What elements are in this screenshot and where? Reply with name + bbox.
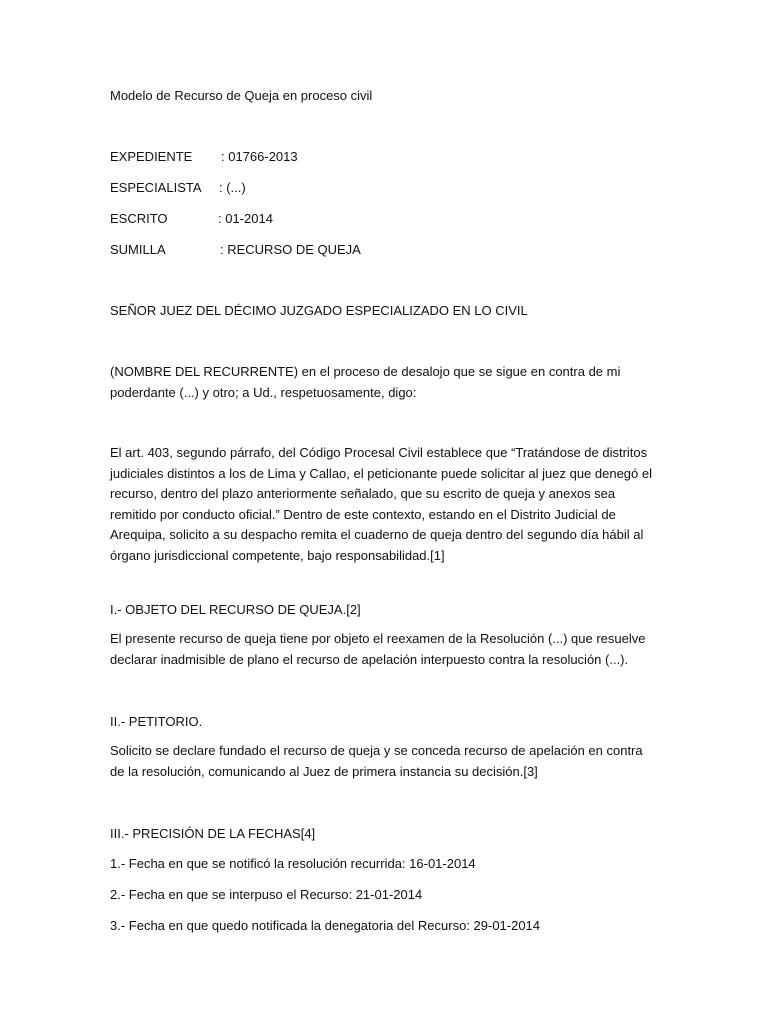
field-label: ESCRITO (110, 211, 168, 226)
section-heading-petitorio: II.- PETITORIO. (110, 714, 203, 729)
section-body-objeto: El presente recurso de queja tiene por objeto el reexamen de la Resolución (...) que resuelve declarar inadmisible de plano el recurso de apelación interpuesto contra la resolución (...). (110, 631, 646, 667)
field-label: SUMILLA (110, 242, 166, 257)
section-body-petitorio: Solicito se declare fundado el recurso de queja y se conceda recurso de apelación en contra de la resolución, comunicando al Juez de primera instancia su decisión.[3] (110, 743, 643, 779)
date-item: 3.- Fecha en que quedo notificada la denegatoria del Recurso: 29-01-2014 (110, 918, 541, 933)
field-value: : 01-2014 (218, 211, 273, 226)
section-heading-fechas: III.- PRECISIÓN DE LA FECHAS[4] (110, 826, 316, 841)
date-item: 1.- Fecha en que se notificó la resolución recurrida: 16-01-2014 (110, 856, 476, 871)
field-value: : (...) (219, 180, 246, 195)
field-label: ESPECIALISTA (110, 180, 202, 195)
field-value: : RECURSO DE QUEJA (220, 242, 361, 257)
field-label: EXPEDIENTE (110, 149, 193, 164)
addressee: SEÑOR JUEZ DEL DÉCIMO JUZGADO ESPECIALIZADO EN LO CIVIL (110, 303, 528, 318)
document-title: Modelo de Recurso de Queja en proceso civil (110, 88, 373, 103)
section-heading-objeto: I.- OBJETO DEL RECURSO DE QUEJA.[2] (110, 602, 361, 617)
field-value: : 01766-2013 (221, 149, 298, 164)
date-item: 2.- Fecha en que se interpuso el Recurso: 21-01-2014 (110, 887, 423, 902)
intro-paragraph: (NOMBRE DEL RECURRENTE) en el proceso de desalojo que se sigue en contra de mi poderdante (...) y otro; a Ud., respetuosamente, digo: (110, 364, 621, 400)
legal-basis-paragraph: El art. 403, segundo párrafo, del Código Procesal Civil establece que “Tratándose de distritos judiciales distintos a los de Lima y Callao, el peticionante puede solicitar al juez que denegó el recurso, dentro del plazo anteriormente señalado, que su escrito de queja y anexos sea remitido por conducto oficial.” Dentro de este contexto, estando en el Distrito Judicial de Arequipa, solicito a su despacho remita el cuaderno de queja dentro del segundo día hábil al órgano jurisdiccional competente, bajo responsabilidad.[1] (110, 445, 653, 563)
